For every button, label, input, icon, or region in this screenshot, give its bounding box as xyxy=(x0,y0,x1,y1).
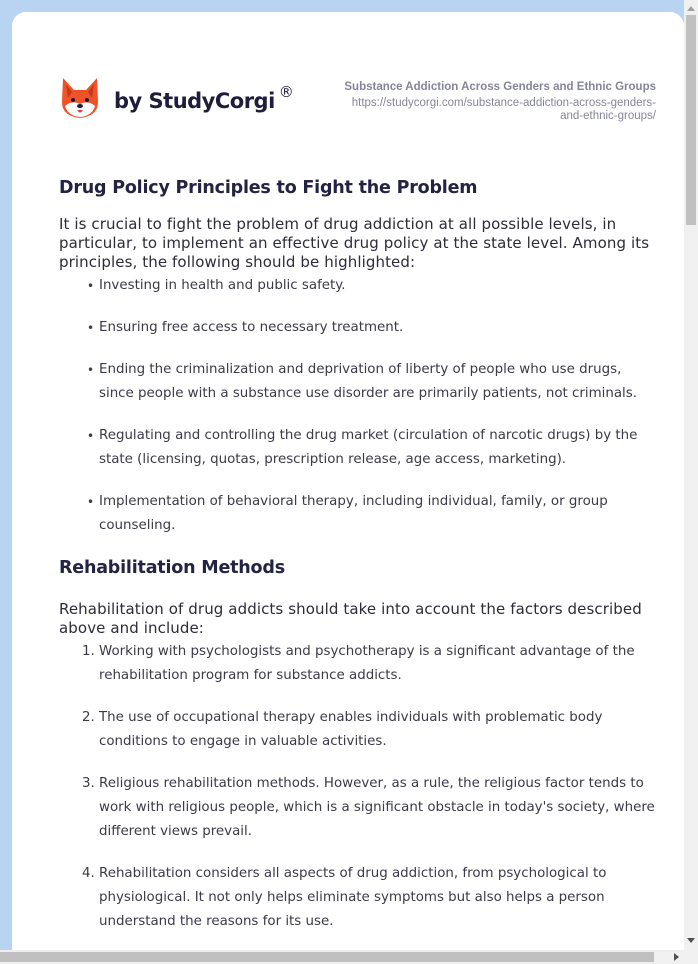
list-item: • Ending the criminalization and deprivation of liberty of people who use drugs, since people with a substance use disorder are primarily patients, not criminals. xyxy=(99,358,655,406)
corgi-logo-icon xyxy=(60,76,100,120)
scroll-right-arrow-icon[interactable] xyxy=(674,953,679,961)
section-intro: It is crucial to fight the problem of drug addiction at all possible levels, in particular, to implement an effective drug policy at the state level. Among its principles, the following should be highlighted: xyxy=(59,215,650,271)
page-header xyxy=(60,76,656,136)
item-number: 3. xyxy=(82,776,95,791)
section-heading: Drug Policy Principles to Fight the Problem xyxy=(59,178,478,198)
item-number: 2. xyxy=(82,710,95,725)
document-title: Substance Addiction Across Genders and Ethnic Groups xyxy=(344,81,656,93)
item-text: The use of occupational therapy enables individuals with problematic body conditions to engage in valuable activities. xyxy=(99,710,603,749)
registered-mark: ® xyxy=(278,83,294,101)
list-item xyxy=(82,772,655,844)
document-meta xyxy=(296,80,656,123)
section-heading: Rehabilitation Methods xyxy=(59,558,285,578)
list-item: • Implementation of behavioral therapy, including individual, family, or group counseling. xyxy=(99,490,655,538)
brand-text: by StudyCorgi xyxy=(114,89,275,113)
brand-name xyxy=(114,83,294,113)
vertical-scroll-thumb[interactable] xyxy=(686,15,696,225)
studycorgi-logo[interactable] xyxy=(60,76,293,120)
list-item: • Investing in health and public safety. xyxy=(99,274,655,298)
list-item: • Regulating and controlling the drug market (circulation of narcotic drugs) by the state (licensing, quotas, prescription release, age access, marketing). xyxy=(99,424,655,472)
item-text: Working with psychologists and psychotherapy is a significant advantage of the rehabilitation program for substance addicts. xyxy=(99,644,635,683)
horizontal-scrollbar[interactable] xyxy=(0,950,698,964)
list-item xyxy=(82,706,655,754)
item-text: Religious rehabilitation methods. However, as a rule, the religious factor tends to work with religious people, which is a significant obstacle in today's society, where different views prevail. xyxy=(99,776,655,839)
vertical-scrollbar[interactable] xyxy=(684,0,698,950)
methods-list xyxy=(82,640,655,934)
item-number: 1. xyxy=(82,644,95,659)
item-text: Rehabilitation considers all aspects of drug addiction, from psychological to physiological. It not only helps eliminate symptoms but also helps a person understand the reasons for its use. xyxy=(99,866,607,929)
principles-list xyxy=(99,274,655,538)
document-url[interactable] xyxy=(296,97,656,123)
article-body xyxy=(59,176,655,952)
item-number: 4. xyxy=(82,866,95,881)
list-item xyxy=(82,640,655,688)
list-item xyxy=(82,862,655,934)
document-url-line1: https://studycorgi.com/substance-addiction-across-genders- xyxy=(351,97,656,109)
document-url-line2: and-ethnic-groups/ xyxy=(560,110,656,122)
horizontal-scroll-thumb[interactable] xyxy=(0,952,654,962)
scroll-up-arrow-icon[interactable] xyxy=(687,6,695,11)
list-item: • Ensuring free access to necessary treatment. xyxy=(99,316,655,340)
scroll-down-arrow-icon[interactable] xyxy=(687,938,695,943)
section-intro: Rehabilitation of drug addicts should take into account the factors described above and include: xyxy=(59,600,642,637)
